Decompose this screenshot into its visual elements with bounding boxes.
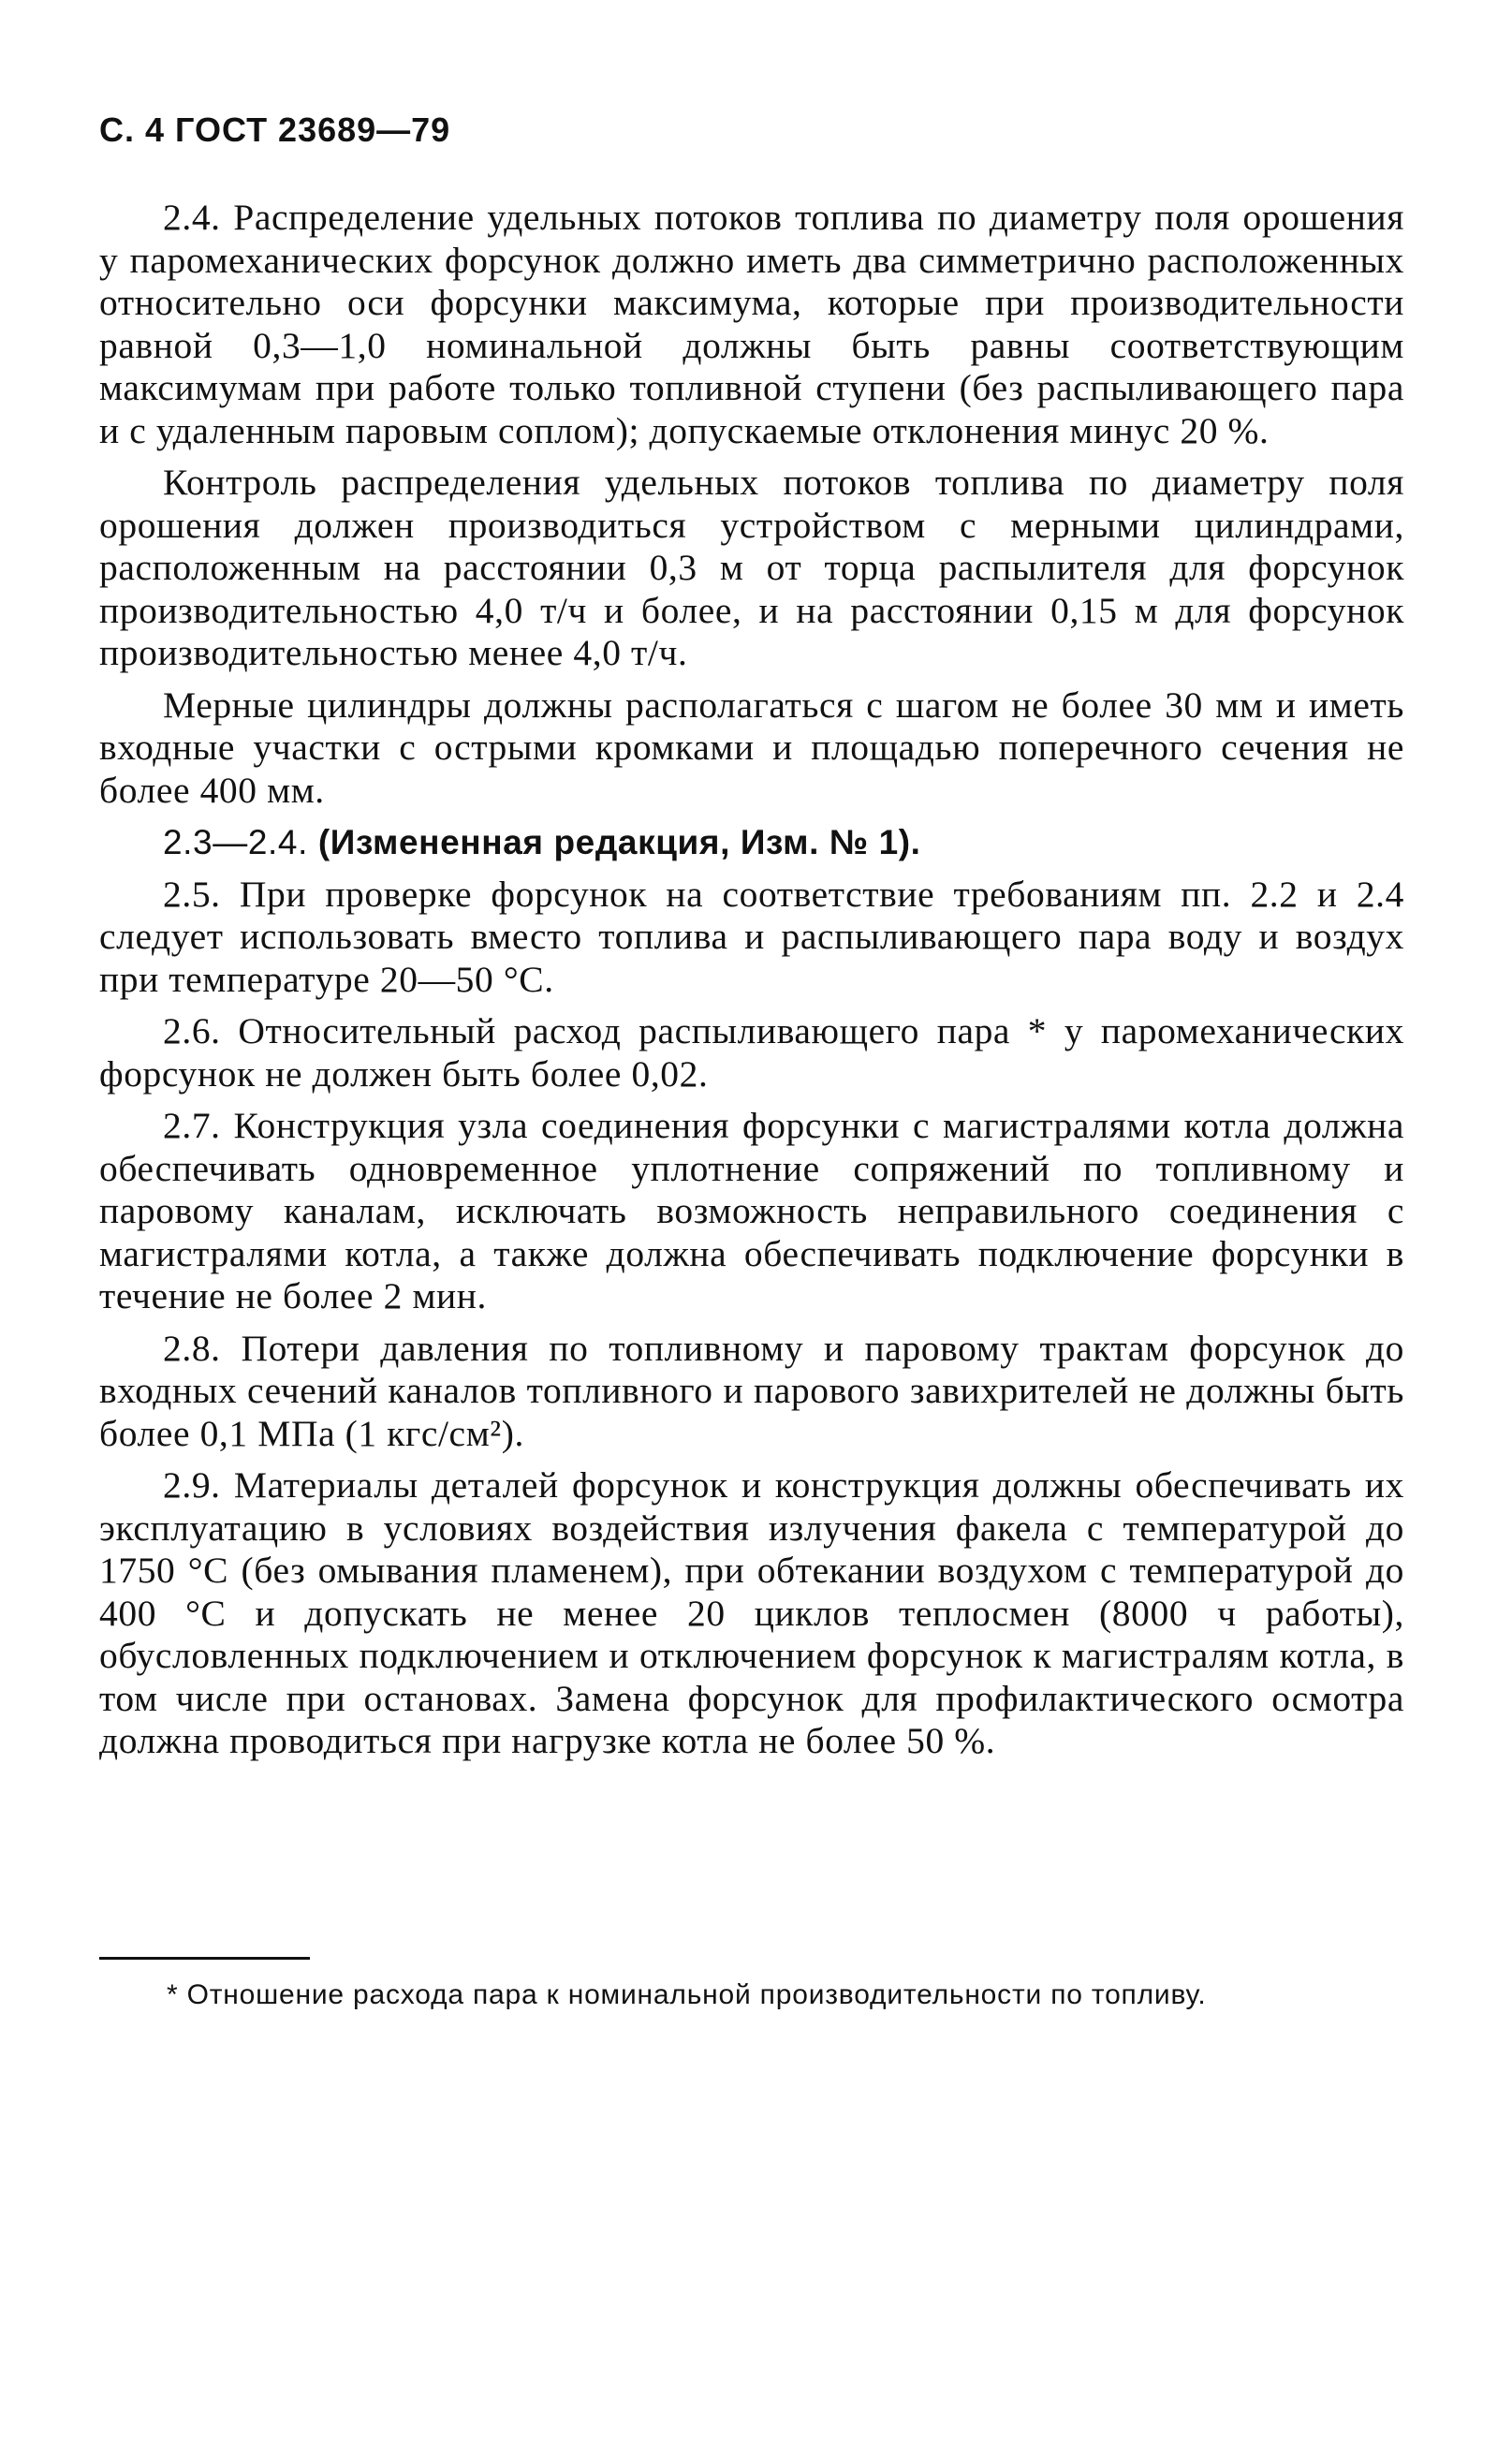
clause-2-5: 2.5. При проверке форсунок на соответствие требованиям пп. 2.2 и 2.4 следует использовать вместо топлива и распыливающего пара воду и воздух при температуре 20—50 °С. — [99, 873, 1404, 1000]
document-body — [99, 197, 1404, 1772]
clause-2-6: 2.6. Относительный расход распыливающего пара * у паромеханических форсунок не должен быть более 0,02. — [99, 1010, 1404, 1095]
clause-2-9: 2.9. Материалы деталей форсунок и конструкция должны обеспечивать их эксплуатацию в условиях воздействия излучения факела с температурой до 1750 °С (без омывания пламенем), при обтекании воздухом с температурой до 400 °С и допускать не менее 20 циклов теплосмен (8000 ч работы), обусловленных подключением и отключением форсунок к магистралям котла, в том числе при остановах. Замена форсунок для профилактического осмотра должна проводиться при нагрузке котла не более 50 %. — [99, 1464, 1404, 1761]
amendment-text: (Измененная редакция, Изм. № 1). — [317, 823, 921, 861]
amendment-clauses: 2.3—2.4. — [163, 823, 308, 861]
page-header: С. 4 ГОСТ 23689—79 — [99, 110, 451, 149]
clause-2-4-cylinders: Мерные цилиндры должны располагаться с шагом не более 30 мм и иметь входные участки с острыми кромками и площадью поперечного сечения не более 400 мм. — [99, 684, 1404, 811]
amendment-note — [99, 821, 1404, 864]
clause-2-4-control: Контроль распределения удельных потоков топлива по диаметру поля орошения должен производиться устройством с мерными цилиндрами, расположенным на расстоянии 0,3 м от торца распылителя для форсунок производительностью 4,0 т/ч и более, и на расстоянии 0,15 м для форсунок производительностью менее 4,0 т/ч. — [99, 462, 1404, 673]
clause-2-8: 2.8. Потери давления по топливному и паровому трактам форсунок до входных сечений каналов топливного и парового завихрителей не должны быть более 0,1 МПа (1 кгс/см²). — [99, 1327, 1404, 1454]
clause-2-4: 2.4. Распределение удельных потоков топлива по диаметру поля орошения у паромеханических форсунок должно иметь два симметрично расположенных относительно оси форсунки максимума, которые при производительности равной 0,3—1,0 номинальной должны быть равны соответствующим максимумам при работе только топливной ступени (без распыливающего пара и с удаленным паровым соплом); допускаемые отклонения минус 20 %. — [99, 197, 1404, 451]
footnote: * Отношение расхода пара к номинальной производительности по топливу. — [167, 1979, 1207, 2010]
footnote-divider — [99, 1957, 310, 1960]
clause-2-7: 2.7. Конструкция узла соединения форсунки с магистралями котла должна обеспечивать одновременное уплотнение сопряжений по топливному и паровому каналам, исключать возможность неправильного соединения с магистралями котла, а также должна обеспечивать подключение форсунки в течение не более 2 мин. — [99, 1105, 1404, 1316]
